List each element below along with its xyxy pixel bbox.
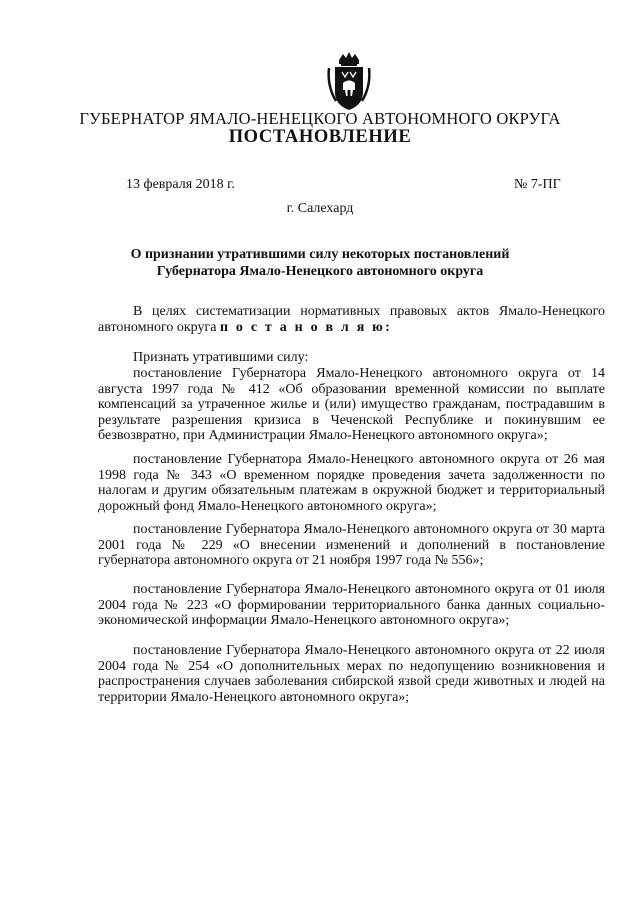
list-item: постановление Губернатора Ямало-Ненецкого автономного округа от 26 мая 1998 года № 343 «О временном порядке проведения зачета задолженности по налогам и другим обязательным платежам в окружной бюджет и территориальный дорожный фонд Ямало-Ненецкого автономного округа»; [98, 452, 605, 514]
recognize-line: Признать утратившими силу: [133, 350, 309, 365]
heading-line-1: О признании утратившими силу некоторых постановлений [130, 247, 510, 262]
list-item: постановление Губернатора Ямало-Ненецкого автономного округа от 22 июля 2004 года № 254 «О дополнительных мерах по недопущению возникновения и распространения случаев заболевания сибирской язвой среди животных и людей на территории Ямало-Ненецкого автономного округа»; [98, 643, 605, 705]
governor-title: ГУБЕРНАТОР ЯМАЛО-НЕНЕЦКОГО АВТОНОМНОГО ОКРУГА [79, 109, 561, 128]
intro-text: В целях систематизации нормативных правовых актов Ямало-Ненецкого автономного округа [98, 304, 605, 335]
document-heading [100, 246, 540, 280]
intro-paragraph [98, 304, 605, 335]
document-date: 13 февраля 2018 г. [126, 177, 235, 192]
list-item: постановление Губернатора Ямало-Ненецкого автономного округа от 14 августа 1997 года № 412 «Об образовании временной комиссии по выплате компенсаций за утраченное жилье и (или) имущество гражданам, пострадавшим в результате разрешения кризиса в Чеченской Республике и покинувшим ее безвозвратно, при Администрации Ямало-Ненецкого автономного округа»; [98, 366, 605, 443]
document-city: г. Салехард [286, 201, 354, 216]
coat-of-arms-icon [326, 52, 372, 112]
document-type: ПОСТАНОВЛЕНИЕ [228, 127, 412, 147]
list-item: постановление Губернатора Ямало-Ненецкого автономного округа от 01 июля 2004 года № 223 «О формировании территориального банка данных социально-экономической информации Ямало-Ненецкого автономного округа»; [98, 582, 605, 628]
intro-keyword: п о с т а н о в л я ю: [219, 319, 392, 335]
heading-line-2: Губернатора Ямало-Ненецкого автономного округа [156, 264, 484, 279]
document-number: № 7-ПГ [514, 177, 561, 192]
list-item: постановление Губернатора Ямало-Ненецкого автономного округа от 30 марта 2001 года № 229 «О внесении изменений и дополнений в постановление губернатора автономного округа от 21 ноября 1997 года № 556»; [98, 522, 605, 568]
